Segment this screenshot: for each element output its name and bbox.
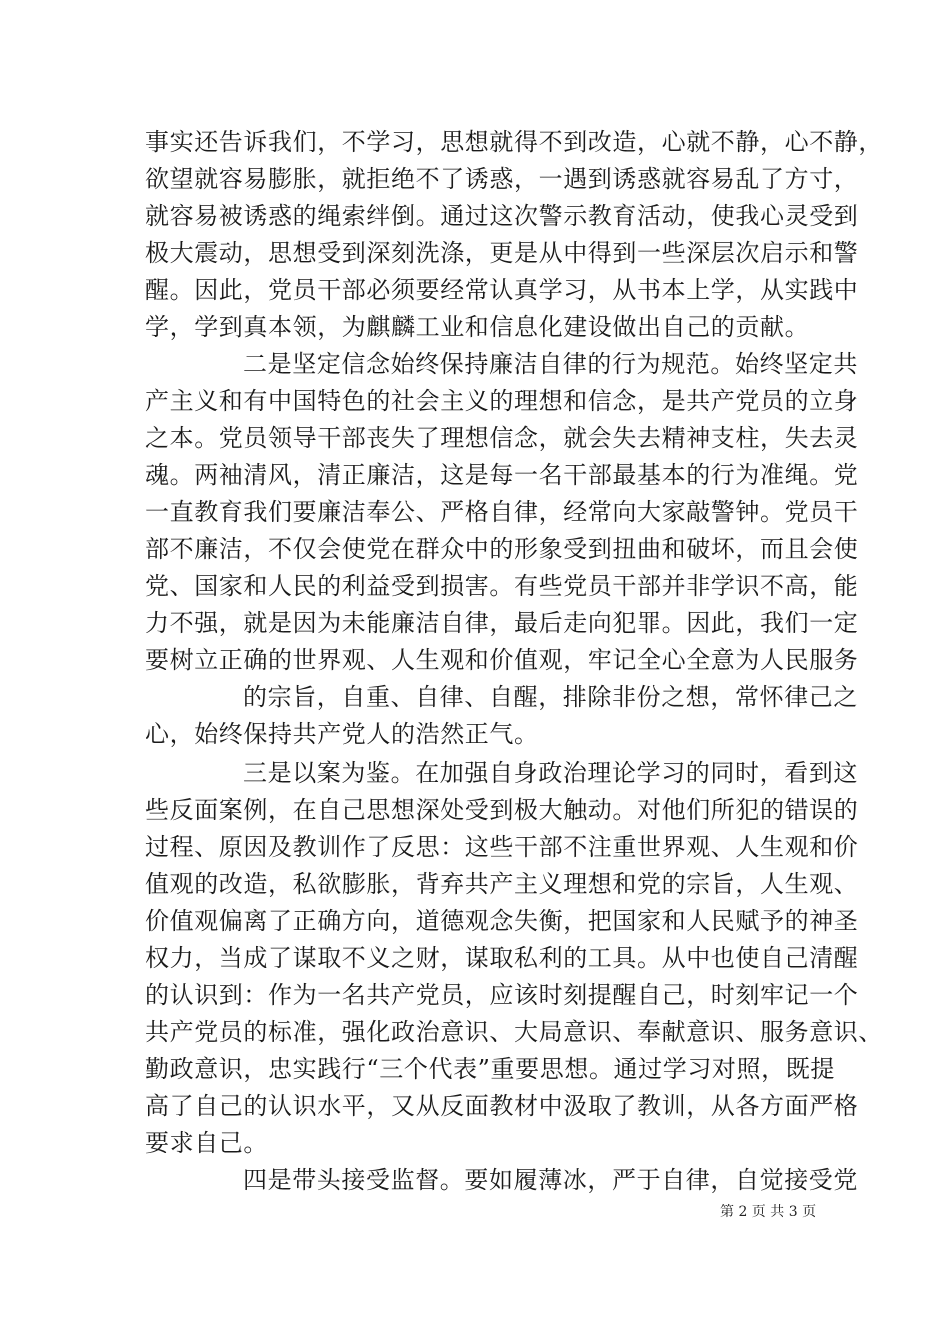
text-line: 值观的改造，私欲膨胀，背弃共产主义理想和党的宗旨，人生观、 [145,870,859,898]
text-line: 力不强，就是因为未能廉洁自律，最后走向犯罪。因此，我们一定 [145,609,859,637]
paragraph-start-line: 的宗旨，自重、自律、自醒，排除非份之想，常怀律己之 [243,683,858,711]
paragraph-start-line: 二是坚定信念始终保持廉洁自律的行为规范。始终坚定共 [243,350,858,378]
text-line: 事实还告诉我们，不学习，思想就得不到改造，心就不静，心不静， [145,128,883,156]
text-line: 产主义和有中国特色的社会主义的理想和信念，是共产党员的立身 [145,387,859,415]
text-line: 共产党员的标准，强化政治意识、大局意识、奉献意识、服务意识、 [145,1018,883,1046]
text-line: 部不廉洁，不仅会使党在群众中的形象受到扭曲和破坏，而且会使 [145,535,859,563]
text-line: 党、国家和人民的利益受到损害。有些党员干部并非学识不高，能 [145,572,859,600]
text-line: 就容易被诱惑的绳索绊倒。通过这次警示教育活动，使我心灵受到 [145,202,859,230]
text-line: 些反面案例，在自己思想深处受到极大触动。对他们所犯的错误的 [145,796,859,824]
text-line: 欲望就容易膨胀，就拒绝不了诱惑，一遇到诱惑就容易乱了方寸， [145,165,859,193]
text-line: 要求自己。 [145,1129,268,1157]
text-line: 醒。因此，党员干部必须要经常认真学习，从书本上学，从实践中 [145,276,859,304]
page-number-footer: 第 2 页 共 3 页 [720,1204,817,1220]
text-line: 要树立正确的世界观、人生观和价值观，牢记全心全意为人民服务 [145,646,859,674]
text-line: 心，始终保持共产党人的浩然正气。 [145,720,539,748]
text-line: 魂。两袖清风，清正廉洁，这是每一名干部最基本的行为准绳。党 [145,461,859,489]
text-line: 的认识到：作为一名共产党员，应该时刻提醒自己，时刻牢记一个 [145,981,859,1009]
text-line: 之本。党员领导干部丧失了理想信念，就会失去精神支柱，失去灵 [145,424,859,452]
text-line: 极大震动，思想受到深刻洗涤，更是从中得到一些深层次启示和警 [145,239,859,267]
text-line: 勤政意识，忠实践行“三个代表”重要思想。通过学习对照，既提 [145,1055,835,1083]
text-line: 高了自己的认识水平，又从反面教材中汲取了教训，从各方面严格 [145,1092,859,1120]
text-line: 过程、原因及教训作了反思：这些干部不注重世界观、人生观和价 [145,833,859,861]
paragraph-start-line: 三是以案为鉴。在加强自身政治理论学习的同时，看到这 [243,759,858,787]
text-line: 学，学到真本领，为麒麟工业和信息化建设做出自己的贡献。 [145,313,810,341]
text-line: 权力，当成了谋取不义之财，谋取私利的工具。从中也使自己清醒 [145,944,859,972]
text-line: 价值观偏离了正确方向，道德观念失衡，把国家和人民赋予的神圣 [145,907,859,935]
paragraph-start-line: 四是带头接受监督。要如履薄冰，严于自律，自觉接受党 [243,1166,858,1194]
text-line: 一直教育我们要廉洁奉公、严格自律，经常向大家敲警钟。党员干 [145,498,859,526]
